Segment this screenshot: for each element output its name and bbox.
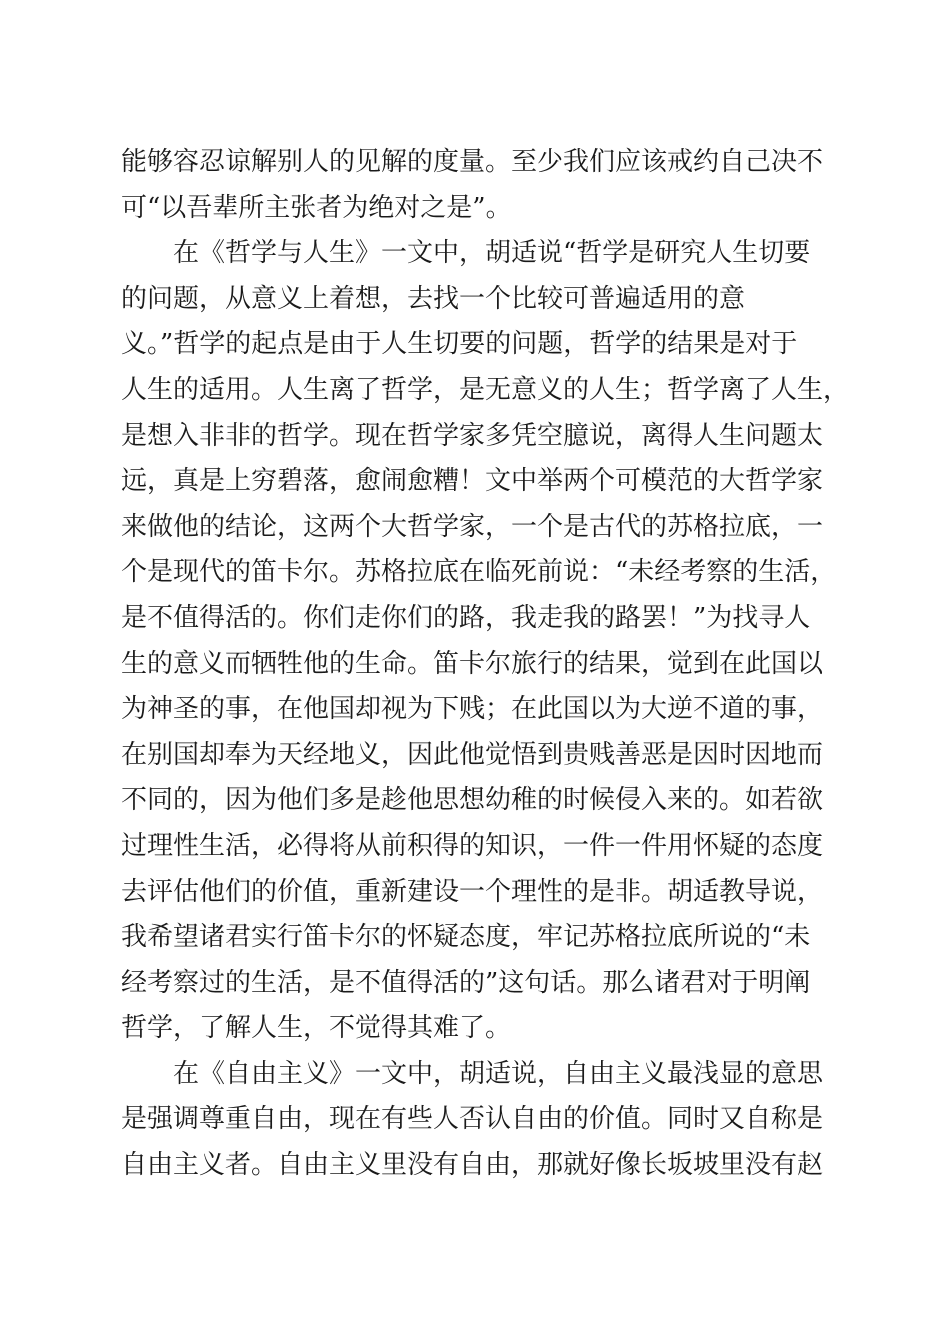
text-line: 哲学，了解人生，不觉得其难了。: [121, 1013, 512, 1044]
text-line: 能够容忍谅解别人的见解的度量。至少我们应该戒约自己决不: [121, 147, 824, 177]
text-line: 人生的适用。人生离了哲学，是无意义的人生；哲学离了人生，: [121, 374, 850, 405]
text-line: 义。”哲学的起点是由于人生切要的问题，哲学的结果是对于: [121, 329, 798, 360]
text-line: 是不值得活的。你们走你们的路，我走我的路罢！”为找寻人: [121, 602, 811, 633]
text-line: 来做他的结论，这两个大哲学家，一个是古代的苏格拉底，一: [121, 511, 824, 542]
text-line: 去评估他们的价值，重新建设一个理性的是非。胡适教导说，: [121, 876, 824, 907]
text-line: 远，真是上穷碧落，愈闹愈糟！文中举两个可模范的大哲学家: [121, 466, 824, 497]
text-line: 可“以吾辈所主张者为绝对之是”。: [121, 192, 512, 223]
text-line: 经考察过的生活，是不值得活的”这句话。那么诸君对于明阐: [121, 967, 811, 998]
paragraph-start-line: 在《自由主义》一文中，胡适说，自由主义最浅显的意思: [173, 1058, 824, 1089]
text-line: 个是现代的笛卡尔。苏格拉底在临死前说：“未经考察的生活，: [121, 557, 837, 588]
text-line: 不同的，因为他们多是趁他思想幼稚的时候侵入来的。如若欲: [121, 785, 824, 816]
paragraph-start-line: 在《哲学与人生》一文中，胡适说“哲学是研究人生切要: [173, 238, 811, 269]
text-line: 自由主义者。自由主义里没有自由，那就好像长坂坡里没有赵: [121, 1150, 824, 1181]
text-line: 的问题，从意义上着想，去找一个比较可普遍适用的意: [121, 283, 746, 314]
text-line: 在别国却奉为天经地义，因此他觉悟到贵贱善恶是因时因地而: [121, 739, 824, 770]
text-line: 是强调尊重自由，现在有些人否认自由的价值。同时又自称是: [121, 1104, 824, 1135]
text-line: 为神圣的事，在他国却视为下贱；在此国以为大逆不道的事，: [121, 694, 824, 725]
text-line: 生的意义而牺牲他的生命。笛卡尔旅行的结果，觉到在此国以: [121, 648, 824, 679]
text-line: 过理性生活，必得将从前积得的知识，一件一件用怀疑的态度: [121, 830, 824, 861]
text-line: 是想入非非的哲学。现在哲学家多凭空臆说，离得人生问题太: [121, 420, 824, 451]
body-text: [121, 140, 850, 1189]
text-line: 我希望诸君实行笛卡尔的怀疑态度，牢记苏格拉底所说的“未: [121, 922, 811, 953]
